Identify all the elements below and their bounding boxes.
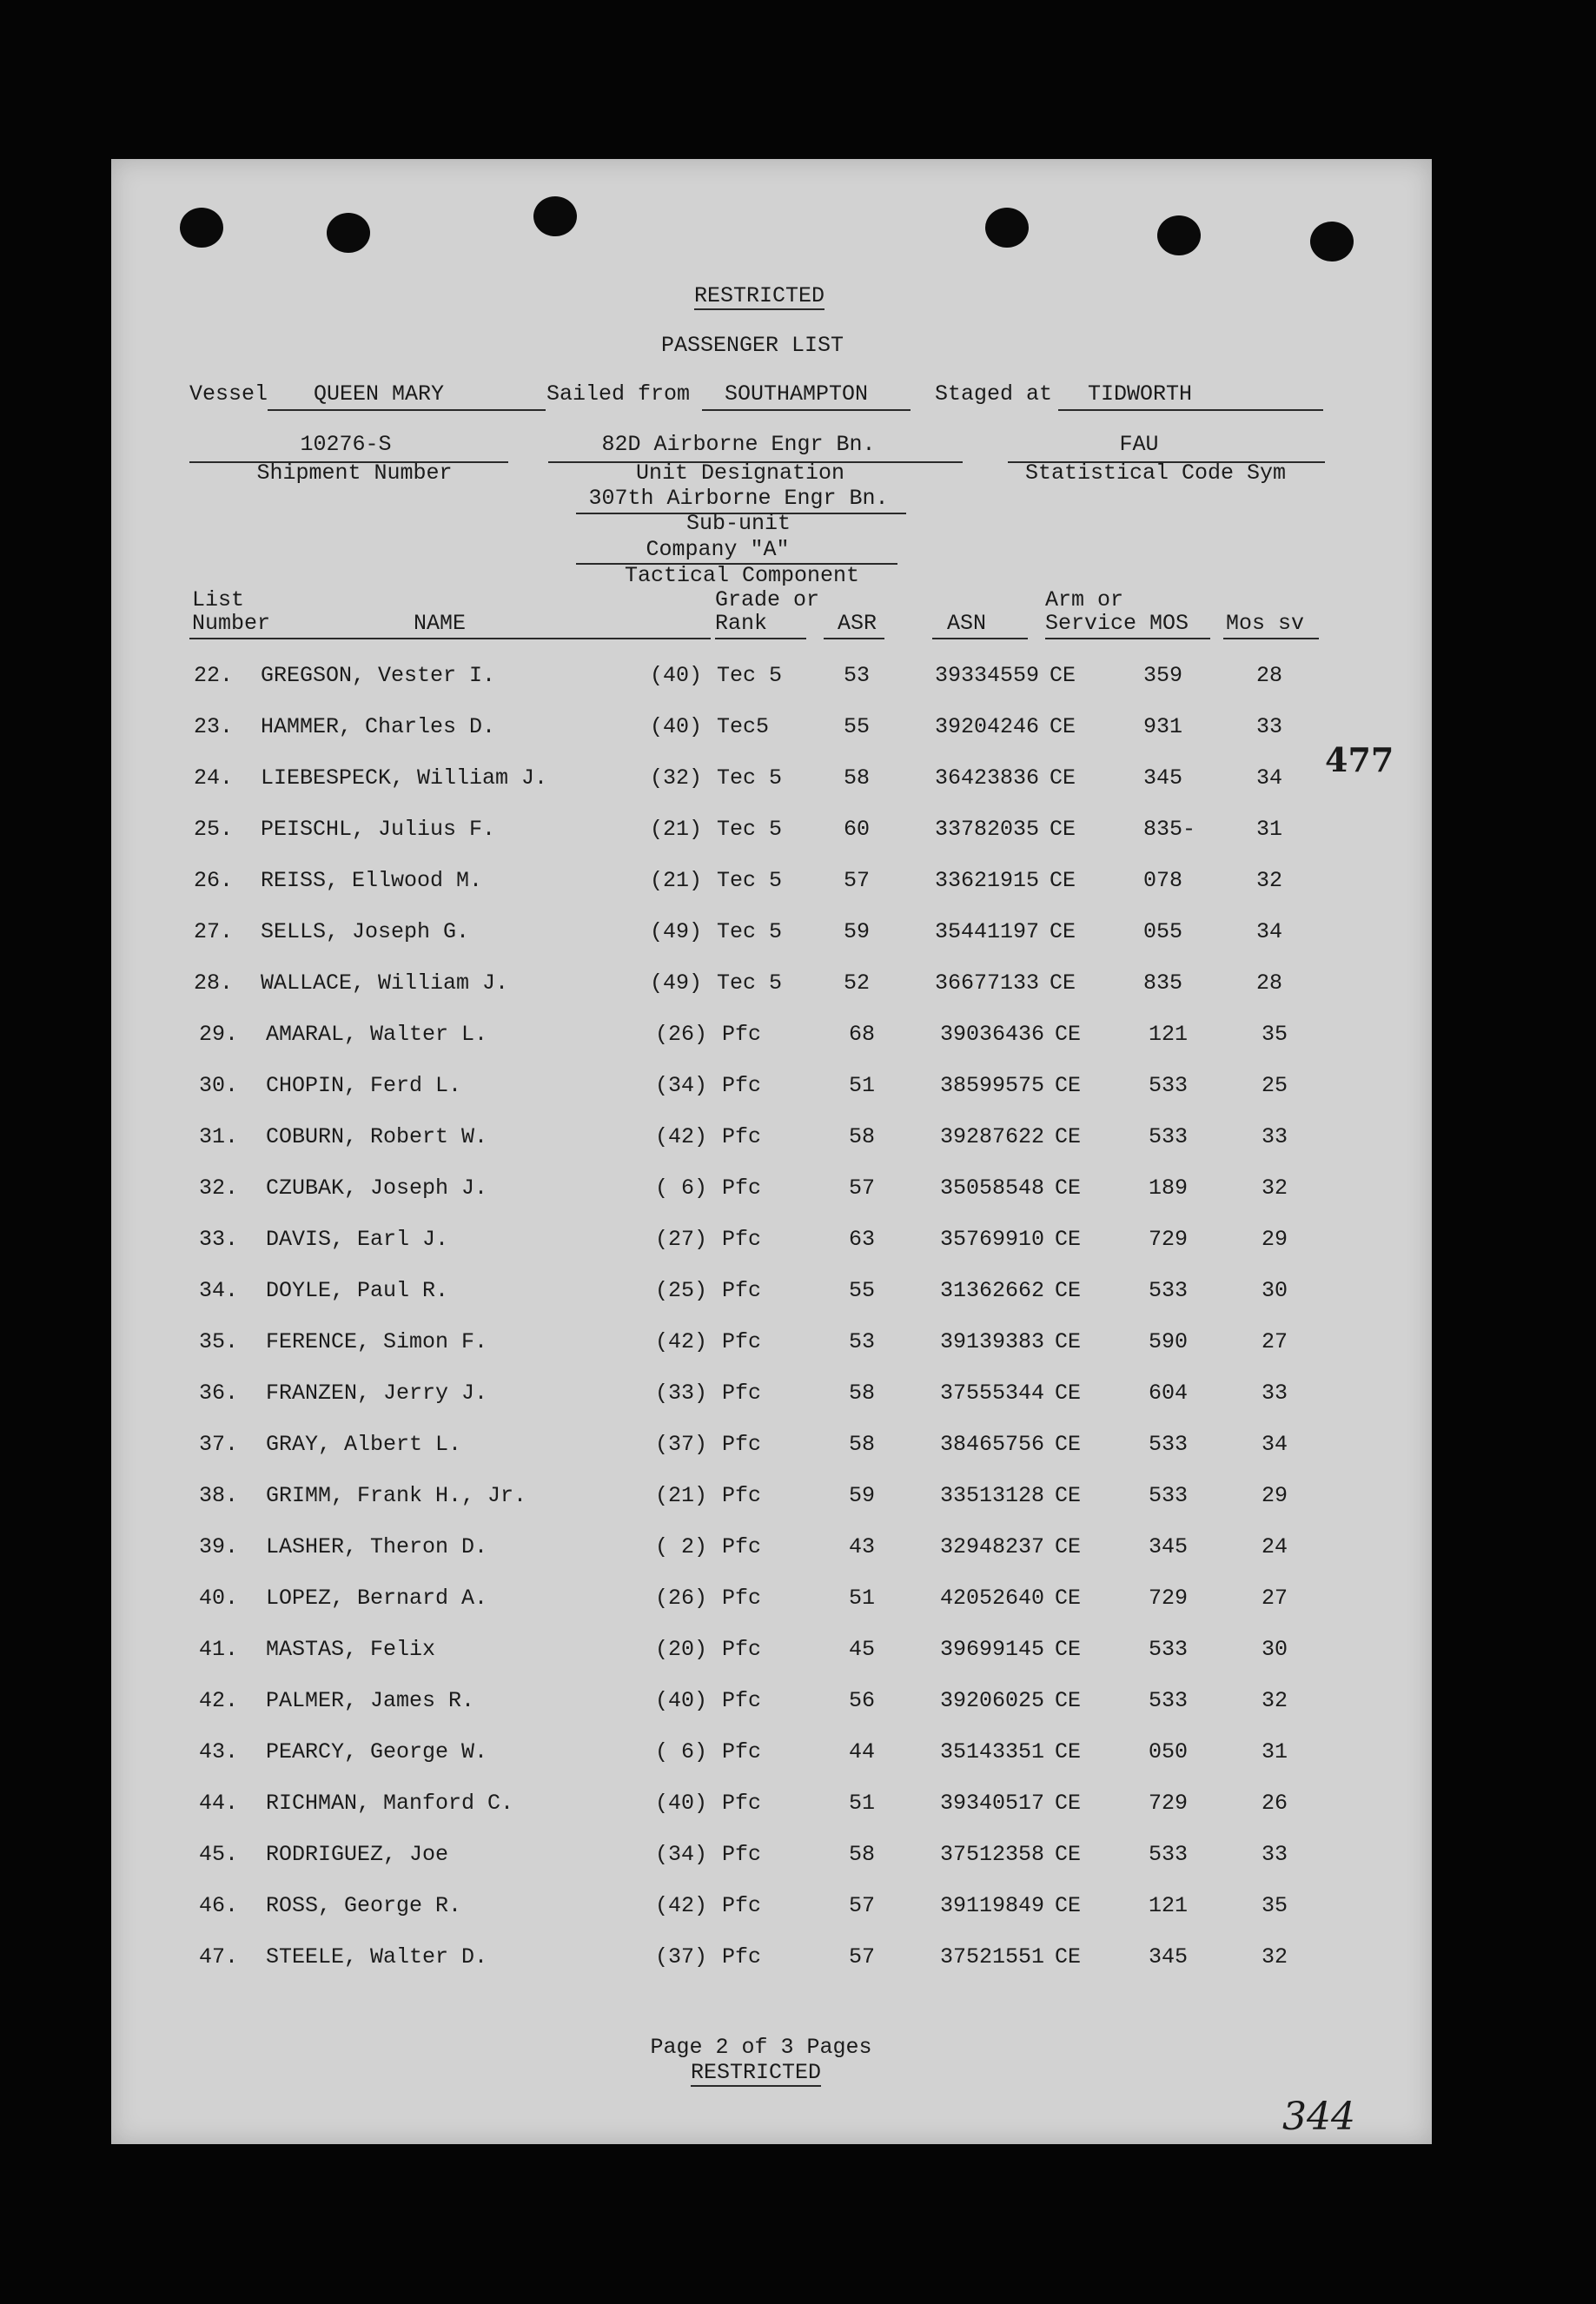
arm-service: CE bbox=[1055, 1637, 1082, 1662]
asr-score: 56 bbox=[849, 1688, 876, 1713]
stat-label: Statistical Code Sym bbox=[1024, 460, 1287, 486]
col-list-l2: Number bbox=[192, 611, 271, 636]
staged-rule bbox=[1058, 409, 1323, 411]
mos-code: 055 bbox=[1143, 919, 1183, 944]
grade-code: (37) bbox=[655, 1432, 708, 1457]
rank: Pfc bbox=[722, 1842, 762, 1867]
list-title: PASSENGER LIST bbox=[660, 333, 844, 358]
mos-code: 533 bbox=[1149, 1073, 1189, 1098]
asr-score: 44 bbox=[849, 1739, 876, 1764]
grade-code: (42) bbox=[655, 1329, 708, 1354]
header-rule bbox=[1223, 638, 1319, 639]
punch-hole bbox=[1310, 222, 1354, 262]
army-serial-number: 37555344 bbox=[940, 1380, 1045, 1406]
list-number: 42. bbox=[199, 1688, 239, 1713]
staged-at: TIDWORTH bbox=[1088, 381, 1193, 407]
months-service: 32 bbox=[1256, 868, 1283, 893]
asr-score: 57 bbox=[849, 1893, 876, 1918]
grade-code: (26) bbox=[655, 1022, 708, 1047]
col-list-l1: List bbox=[192, 587, 245, 612]
list-number: 35. bbox=[199, 1329, 239, 1354]
grade-code: (42) bbox=[655, 1893, 708, 1918]
months-service: 32 bbox=[1262, 1175, 1288, 1201]
rank: Pfc bbox=[722, 1022, 762, 1047]
months-service: 29 bbox=[1262, 1227, 1288, 1252]
asr-score: 58 bbox=[849, 1380, 876, 1406]
passenger-name: LIEBESPECK, William J. bbox=[261, 765, 548, 791]
tactical-component: Company "A" bbox=[646, 537, 790, 562]
months-service: 34 bbox=[1256, 919, 1283, 944]
arm-service: CE bbox=[1050, 765, 1076, 791]
asr-score: 59 bbox=[844, 919, 871, 944]
grade-code: (21) bbox=[650, 817, 703, 842]
passenger-name: PEARCY, George W. bbox=[266, 1739, 488, 1764]
grade-code: (25) bbox=[655, 1278, 708, 1303]
sailed-rule bbox=[702, 409, 911, 411]
arm-service: CE bbox=[1055, 1739, 1082, 1764]
passenger-name: DOYLE, Paul R. bbox=[266, 1278, 449, 1303]
army-serial-number: 36423836 bbox=[935, 765, 1040, 791]
asr-score: 52 bbox=[844, 970, 871, 996]
asr-score: 43 bbox=[849, 1534, 876, 1559]
passenger-name: GRAY, Albert L. bbox=[266, 1432, 462, 1457]
passenger-name: RICHMAN, Manford C. bbox=[266, 1791, 514, 1816]
vessel-rule bbox=[268, 409, 546, 411]
army-serial-number: 39340517 bbox=[940, 1791, 1045, 1816]
header-rule bbox=[715, 638, 806, 639]
mos-code: 533 bbox=[1149, 1483, 1189, 1508]
mos-code: 729 bbox=[1149, 1227, 1189, 1252]
arm-service: CE bbox=[1055, 1022, 1082, 1047]
rank: Tec 5 bbox=[717, 765, 783, 791]
col-mossv: Mos sv bbox=[1226, 611, 1305, 636]
arm-service: CE bbox=[1050, 663, 1076, 688]
col-arm-l2: Service MOS bbox=[1045, 611, 1189, 636]
grade-code: (49) bbox=[650, 970, 703, 996]
arm-service: CE bbox=[1055, 1227, 1082, 1252]
months-service: 31 bbox=[1256, 817, 1283, 842]
passenger-name: FERENCE, Simon F. bbox=[266, 1329, 488, 1354]
grade-code: (33) bbox=[655, 1380, 708, 1406]
list-number: 39. bbox=[199, 1534, 239, 1559]
rank: Pfc bbox=[722, 1278, 762, 1303]
asr-score: 57 bbox=[849, 1175, 876, 1201]
rank: Pfc bbox=[722, 1329, 762, 1354]
months-service: 24 bbox=[1262, 1534, 1288, 1559]
subunit: 307th Airborne Engr Bn. bbox=[588, 486, 889, 511]
rank: Tec 5 bbox=[717, 817, 783, 842]
arm-service: CE bbox=[1055, 1944, 1082, 1970]
arm-service: CE bbox=[1055, 1842, 1082, 1867]
mos-code: 533 bbox=[1149, 1637, 1189, 1662]
army-serial-number: 42052640 bbox=[940, 1586, 1045, 1611]
mos-code: 121 bbox=[1149, 1022, 1189, 1047]
col-asn: ASN bbox=[947, 611, 987, 636]
rank: Pfc bbox=[722, 1944, 762, 1970]
grade-code: (20) bbox=[655, 1637, 708, 1662]
rank: Pfc bbox=[722, 1483, 762, 1508]
grade-code: (32) bbox=[650, 765, 703, 791]
rank: Pfc bbox=[722, 1175, 762, 1201]
list-number: 40. bbox=[199, 1586, 239, 1611]
months-service: 26 bbox=[1262, 1791, 1288, 1816]
punch-hole bbox=[533, 196, 577, 236]
rank: Pfc bbox=[722, 1688, 762, 1713]
passenger-name: MASTAS, Felix bbox=[266, 1637, 436, 1662]
list-number: 34. bbox=[199, 1278, 239, 1303]
list-number: 23. bbox=[194, 714, 234, 739]
passenger-name: LASHER, Theron D. bbox=[266, 1534, 488, 1559]
army-serial-number: 37521551 bbox=[940, 1944, 1045, 1970]
arm-service: CE bbox=[1055, 1688, 1082, 1713]
mos-code: 835- bbox=[1143, 817, 1196, 842]
rank: Tec 5 bbox=[717, 868, 783, 893]
asr-score: 55 bbox=[844, 714, 871, 739]
asr-score: 51 bbox=[849, 1073, 876, 1098]
months-service: 31 bbox=[1262, 1739, 1288, 1764]
army-serial-number: 36677133 bbox=[935, 970, 1040, 996]
mos-code: 345 bbox=[1149, 1944, 1189, 1970]
mos-code: 345 bbox=[1143, 765, 1183, 791]
months-service: 28 bbox=[1256, 970, 1283, 996]
army-serial-number: 35441197 bbox=[935, 919, 1040, 944]
grade-code: (40) bbox=[655, 1791, 708, 1816]
months-service: 35 bbox=[1262, 1893, 1288, 1918]
mos-code: 533 bbox=[1149, 1124, 1189, 1149]
asr-score: 58 bbox=[849, 1432, 876, 1457]
list-number: 22. bbox=[194, 663, 234, 688]
arm-service: CE bbox=[1055, 1329, 1082, 1354]
asr-score: 51 bbox=[849, 1586, 876, 1611]
grade-code: (40) bbox=[650, 714, 703, 739]
rank: Tec 5 bbox=[717, 663, 783, 688]
header-rule bbox=[189, 638, 711, 639]
col-asr: ASR bbox=[838, 611, 877, 636]
mos-code: 121 bbox=[1149, 1893, 1189, 1918]
grade-code: (27) bbox=[655, 1227, 708, 1252]
army-serial-number: 39287622 bbox=[940, 1124, 1045, 1149]
grade-code: (21) bbox=[655, 1483, 708, 1508]
vessel-label: Vessel bbox=[189, 381, 268, 407]
grade-code: (34) bbox=[655, 1842, 708, 1867]
mos-code: 533 bbox=[1149, 1278, 1189, 1303]
list-number: 29. bbox=[199, 1022, 239, 1047]
arm-service: CE bbox=[1055, 1124, 1082, 1149]
army-serial-number: 39036436 bbox=[940, 1022, 1045, 1047]
asr-score: 58 bbox=[849, 1842, 876, 1867]
army-serial-number: 33513128 bbox=[940, 1483, 1045, 1508]
col-name: NAME bbox=[414, 611, 467, 636]
arm-service: CE bbox=[1055, 1586, 1082, 1611]
shipment-label: Shipment Number bbox=[256, 460, 453, 486]
list-number: 43. bbox=[199, 1739, 239, 1764]
mos-code: 078 bbox=[1143, 868, 1183, 893]
col-grade-l2: Rank bbox=[715, 611, 768, 636]
arm-service: CE bbox=[1055, 1893, 1082, 1918]
army-serial-number: 32948237 bbox=[940, 1534, 1045, 1559]
arm-service: CE bbox=[1050, 970, 1076, 996]
arm-service: CE bbox=[1055, 1278, 1082, 1303]
army-serial-number: 37512358 bbox=[940, 1842, 1045, 1867]
list-number: 46. bbox=[199, 1893, 239, 1918]
mos-code: 359 bbox=[1143, 663, 1183, 688]
asr-score: 51 bbox=[849, 1791, 876, 1816]
stamp-number: 477 bbox=[1325, 740, 1394, 779]
arm-service: CE bbox=[1050, 868, 1076, 893]
arm-service: CE bbox=[1055, 1791, 1082, 1816]
passenger-name: REISS, Ellwood M. bbox=[261, 868, 483, 893]
rank: Pfc bbox=[722, 1586, 762, 1611]
months-service: 33 bbox=[1262, 1380, 1288, 1406]
header-rule bbox=[932, 638, 1028, 639]
classification-footer: RESTRICTED bbox=[690, 2060, 822, 2085]
passenger-name: GRIMM, Frank H., Jr. bbox=[266, 1483, 527, 1508]
subunit-label: Sub-unit bbox=[685, 511, 791, 536]
months-service: 25 bbox=[1262, 1073, 1288, 1098]
asr-score: 68 bbox=[849, 1022, 876, 1047]
list-number: 41. bbox=[199, 1637, 239, 1662]
rank: Pfc bbox=[722, 1739, 762, 1764]
army-serial-number: 39119849 bbox=[940, 1893, 1045, 1918]
months-service: 32 bbox=[1262, 1688, 1288, 1713]
grade-code: ( 2) bbox=[655, 1534, 708, 1559]
unit-label: Unit Designation bbox=[635, 460, 845, 486]
asr-score: 55 bbox=[849, 1278, 876, 1303]
months-service: 35 bbox=[1262, 1022, 1288, 1047]
months-service: 33 bbox=[1256, 714, 1283, 739]
list-number: 37. bbox=[199, 1432, 239, 1457]
arm-service: CE bbox=[1050, 817, 1076, 842]
army-serial-number: 33782035 bbox=[935, 817, 1040, 842]
arm-service: CE bbox=[1055, 1175, 1082, 1201]
months-service: 34 bbox=[1262, 1432, 1288, 1457]
rank: Pfc bbox=[722, 1124, 762, 1149]
handwritten-page-number: 344 bbox=[1282, 2095, 1355, 2139]
asr-score: 63 bbox=[849, 1227, 876, 1252]
list-number: 26. bbox=[194, 868, 234, 893]
mos-code: 729 bbox=[1149, 1586, 1189, 1611]
grade-code: (26) bbox=[655, 1586, 708, 1611]
list-number: 32. bbox=[199, 1175, 239, 1201]
unit-designation: 82D Airborne Engr Bn. bbox=[601, 432, 876, 457]
mos-code: 189 bbox=[1149, 1175, 1189, 1201]
grade-code: (37) bbox=[655, 1944, 708, 1970]
arm-service: CE bbox=[1055, 1380, 1082, 1406]
arm-service: CE bbox=[1055, 1483, 1082, 1508]
months-service: 29 bbox=[1262, 1483, 1288, 1508]
punch-hole bbox=[985, 208, 1029, 248]
tactical-label: Tactical Component bbox=[624, 563, 860, 588]
sailed-label: Sailed from bbox=[546, 381, 691, 407]
months-service: 34 bbox=[1256, 765, 1283, 791]
army-serial-number: 35769910 bbox=[940, 1227, 1045, 1252]
army-serial-number: 39699145 bbox=[940, 1637, 1045, 1662]
asr-score: 58 bbox=[844, 765, 871, 791]
page-indicator: Page 2 of 3 Pages bbox=[650, 2035, 872, 2060]
mos-code: 590 bbox=[1149, 1329, 1189, 1354]
asr-score: 57 bbox=[849, 1944, 876, 1970]
passenger-name: HAMMER, Charles D. bbox=[261, 714, 496, 739]
stat-code: FAU bbox=[1119, 432, 1159, 457]
months-service: 33 bbox=[1262, 1124, 1288, 1149]
army-serial-number: 35058548 bbox=[940, 1175, 1045, 1201]
vessel-name: QUEEN MARY bbox=[314, 381, 445, 407]
months-service: 27 bbox=[1262, 1329, 1288, 1354]
months-service: 30 bbox=[1262, 1637, 1288, 1662]
rank: Pfc bbox=[722, 1380, 762, 1406]
rank: Tec5 bbox=[717, 714, 770, 739]
rank: Pfc bbox=[722, 1432, 762, 1457]
col-grade-l1: Grade or bbox=[715, 587, 820, 612]
rank: Pfc bbox=[722, 1893, 762, 1918]
classification-header: RESTRICTED bbox=[693, 283, 825, 308]
list-number: 30. bbox=[199, 1073, 239, 1098]
mos-code: 729 bbox=[1149, 1791, 1189, 1816]
punch-hole bbox=[180, 208, 223, 248]
rank: Tec 5 bbox=[717, 970, 783, 996]
mos-code: 835 bbox=[1143, 970, 1183, 996]
passenger-name: FRANZEN, Jerry J. bbox=[266, 1380, 488, 1406]
rank: Pfc bbox=[722, 1534, 762, 1559]
army-serial-number: 39334559 bbox=[935, 663, 1040, 688]
sailed-from: SOUTHAMPTON bbox=[725, 381, 869, 407]
army-serial-number: 31362662 bbox=[940, 1278, 1045, 1303]
passenger-name: PALMER, James R. bbox=[266, 1688, 475, 1713]
months-service: 28 bbox=[1256, 663, 1283, 688]
grade-code: (34) bbox=[655, 1073, 708, 1098]
passenger-name: CHOPIN, Ferd L. bbox=[266, 1073, 462, 1098]
grade-code: (42) bbox=[655, 1124, 708, 1149]
mos-code: 533 bbox=[1149, 1842, 1189, 1867]
army-serial-number: 33621915 bbox=[935, 868, 1040, 893]
asr-score: 53 bbox=[844, 663, 871, 688]
punch-hole bbox=[327, 213, 370, 253]
list-number: 44. bbox=[199, 1791, 239, 1816]
shipment-number: 10276-S bbox=[300, 432, 392, 457]
asr-score: 57 bbox=[844, 868, 871, 893]
list-number: 24. bbox=[194, 765, 234, 791]
passenger-name: CZUBAK, Joseph J. bbox=[266, 1175, 488, 1201]
list-number: 38. bbox=[199, 1483, 239, 1508]
passenger-name: PEISCHL, Julius F. bbox=[261, 817, 496, 842]
document-page bbox=[111, 159, 1432, 2144]
arm-service: CE bbox=[1050, 714, 1076, 739]
asr-score: 59 bbox=[849, 1483, 876, 1508]
mos-code: 345 bbox=[1149, 1534, 1189, 1559]
arm-service: CE bbox=[1055, 1432, 1082, 1457]
rank: Pfc bbox=[722, 1637, 762, 1662]
army-serial-number: 39206025 bbox=[940, 1688, 1045, 1713]
rank: Pfc bbox=[722, 1227, 762, 1252]
arm-service: CE bbox=[1055, 1534, 1082, 1559]
rank: Pfc bbox=[722, 1073, 762, 1098]
list-number: 25. bbox=[194, 817, 234, 842]
months-service: 27 bbox=[1262, 1586, 1288, 1611]
grade-code: ( 6) bbox=[655, 1739, 708, 1764]
army-serial-number: 39139383 bbox=[940, 1329, 1045, 1354]
asr-score: 45 bbox=[849, 1637, 876, 1662]
list-number: 31. bbox=[199, 1124, 239, 1149]
army-serial-number: 38599575 bbox=[940, 1073, 1045, 1098]
header-rule bbox=[824, 638, 884, 639]
passenger-name: LOPEZ, Bernard A. bbox=[266, 1586, 488, 1611]
grade-code: (40) bbox=[655, 1688, 708, 1713]
list-number: 33. bbox=[199, 1227, 239, 1252]
passenger-name: DAVIS, Earl J. bbox=[266, 1227, 449, 1252]
header-rule bbox=[1045, 638, 1210, 639]
list-number: 27. bbox=[194, 919, 234, 944]
passenger-name: SELLS, Joseph G. bbox=[261, 919, 470, 944]
passenger-name: ROSS, George R. bbox=[266, 1893, 462, 1918]
list-number: 28. bbox=[194, 970, 234, 996]
months-service: 33 bbox=[1262, 1842, 1288, 1867]
mos-code: 533 bbox=[1149, 1432, 1189, 1457]
mos-code: 931 bbox=[1143, 714, 1183, 739]
army-serial-number: 39204246 bbox=[935, 714, 1040, 739]
staged-label: Staged at bbox=[935, 381, 1053, 407]
list-number: 47. bbox=[199, 1944, 239, 1970]
list-number: 45. bbox=[199, 1842, 239, 1867]
col-arm-l1: Arm or bbox=[1045, 587, 1124, 612]
punch-hole bbox=[1157, 215, 1201, 255]
months-service: 30 bbox=[1262, 1278, 1288, 1303]
passenger-name: GREGSON, Vester I. bbox=[261, 663, 496, 688]
passenger-name: STEELE, Walter D. bbox=[266, 1944, 488, 1970]
asr-score: 53 bbox=[849, 1329, 876, 1354]
passenger-name: RODRIGUEZ, Joe bbox=[266, 1842, 449, 1867]
arm-service: CE bbox=[1050, 919, 1076, 944]
months-service: 32 bbox=[1262, 1944, 1288, 1970]
mos-code: 050 bbox=[1149, 1739, 1189, 1764]
passenger-name: AMARAL, Walter L. bbox=[266, 1022, 488, 1047]
asr-score: 60 bbox=[844, 817, 871, 842]
rank: Tec 5 bbox=[717, 919, 783, 944]
passenger-name: WALLACE, William J. bbox=[261, 970, 509, 996]
mos-code: 533 bbox=[1149, 1688, 1189, 1713]
grade-code: (21) bbox=[650, 868, 703, 893]
passenger-name: COBURN, Robert W. bbox=[266, 1124, 488, 1149]
asr-score: 58 bbox=[849, 1124, 876, 1149]
army-serial-number: 38465756 bbox=[940, 1432, 1045, 1457]
rank: Pfc bbox=[722, 1791, 762, 1816]
grade-code: (40) bbox=[650, 663, 703, 688]
army-serial-number: 35143351 bbox=[940, 1739, 1045, 1764]
list-number: 36. bbox=[199, 1380, 239, 1406]
arm-service: CE bbox=[1055, 1073, 1082, 1098]
grade-code: ( 6) bbox=[655, 1175, 708, 1201]
mos-code: 604 bbox=[1149, 1380, 1189, 1406]
grade-code: (49) bbox=[650, 919, 703, 944]
